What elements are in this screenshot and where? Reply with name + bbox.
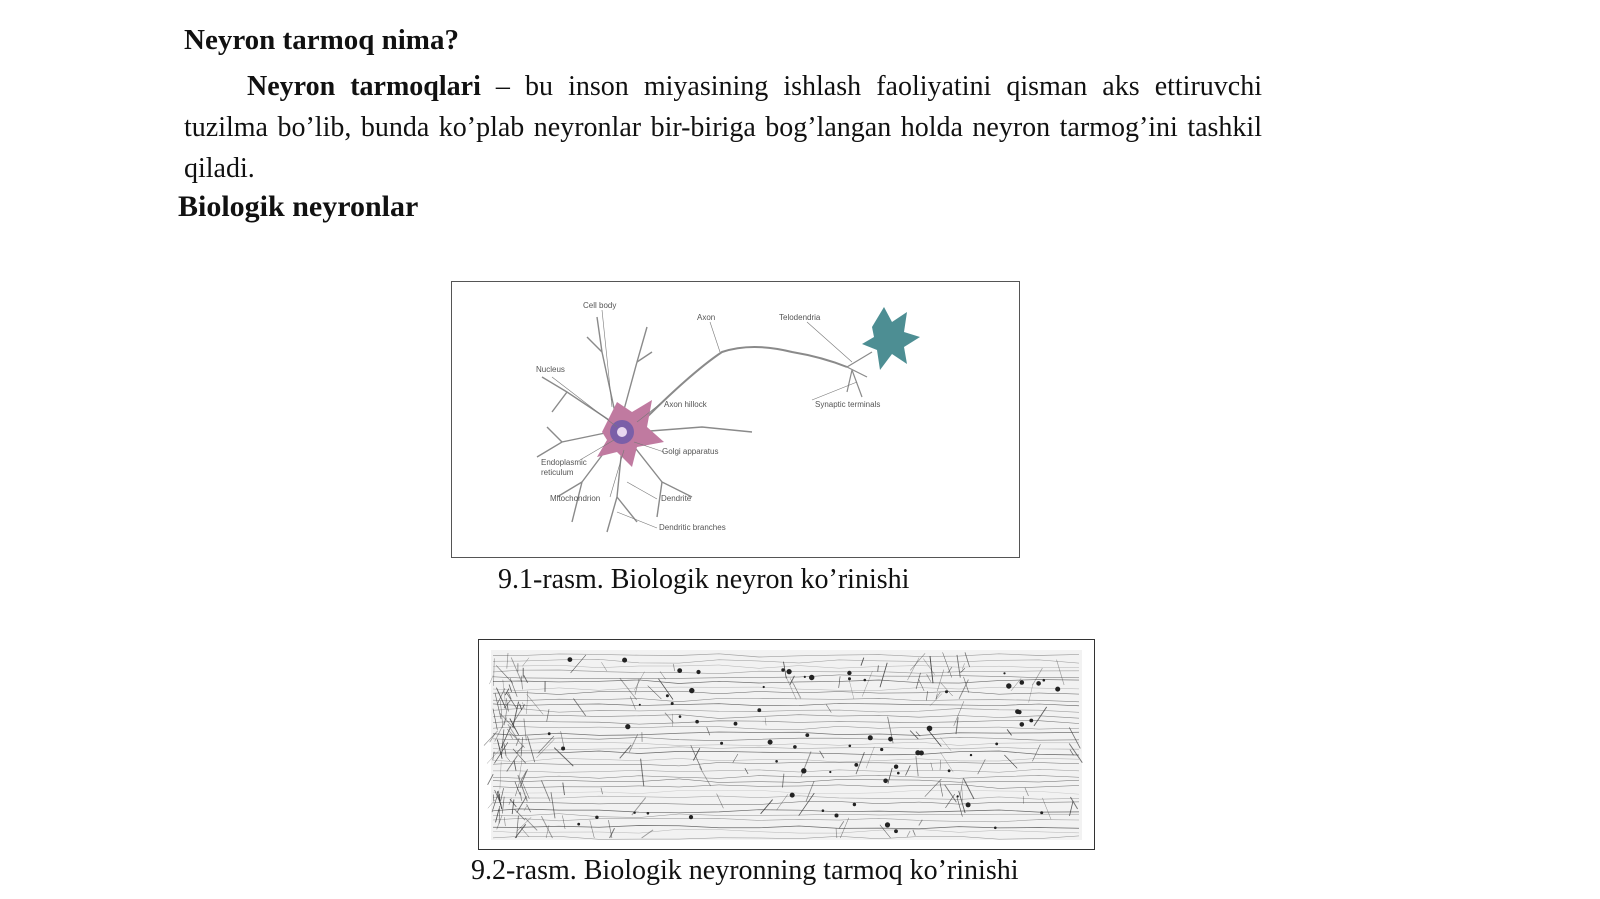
label-dendritic-branches: Dendritic branches: [659, 523, 726, 532]
label-golgi: Golgi apparatus: [662, 447, 719, 456]
label-dendrite: Dendrite: [661, 494, 692, 503]
definition-paragraph: [184, 66, 1262, 189]
term-bold: Neyron tarmoqlari: [247, 71, 481, 102]
axon-line: [642, 347, 847, 422]
section-heading: Neyron tarmoq nima?: [184, 24, 459, 56]
telodendria: [847, 352, 872, 397]
subsection-heading: Biologik neyronlar: [178, 190, 419, 223]
figure1-caption: 9.1-rasm. Biologik neyron ko’rinishi: [498, 564, 910, 595]
neuron-figure: [451, 281, 1020, 558]
neuron-illustration: [452, 282, 1019, 557]
label-axon: Axon: [697, 313, 716, 322]
label-telodendria: Telodendria: [779, 313, 821, 322]
label-axon-hillock: Axon hillock: [664, 400, 707, 409]
label-er-2: reticulum: [541, 468, 574, 477]
label-nucleus: Nucleus: [536, 365, 565, 374]
network-illustration: [479, 640, 1094, 849]
label-synaptic-terminals: Synaptic terminals: [815, 400, 881, 409]
definition-text: – bu inson miyasining ishlash faoliyatini qisman aks ettiruvchi tuzilma bo’lib, bunda ko’plab neyronlar bir-biriga bog’langan holda neyron tarmog’ini tashkil qiladi.: [184, 71, 1262, 184]
label-cell-body: Cell body: [583, 301, 617, 310]
figure2-caption: 9.2-rasm. Biologik neyronning tarmoq ko’rinishi: [471, 855, 1019, 886]
target-cell: [862, 307, 920, 370]
network-figure: [478, 639, 1095, 850]
label-er-1: Endoplasmic: [541, 458, 587, 467]
label-mitochondrion: Mitochondrion: [550, 494, 601, 503]
